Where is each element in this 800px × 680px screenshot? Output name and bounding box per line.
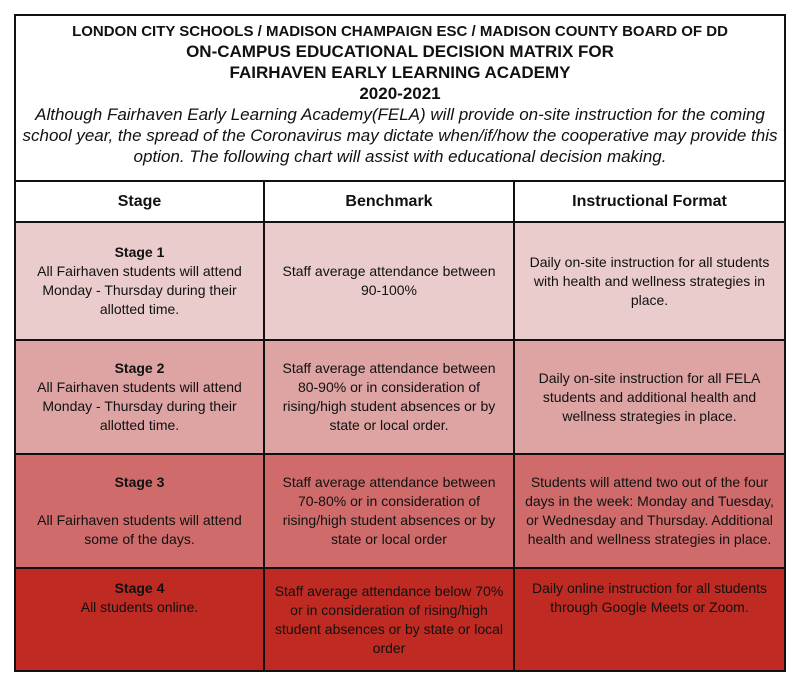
benchmark-cell: Staff average attendance below 70% or in consideration of rising/high student absences or by state or local order — [264, 568, 514, 670]
benchmark-cell: Staff average attendance between 70-80% or in consideration of rising/high student absences or by state or local order — [264, 454, 514, 568]
benchmark-cell: Staff average attendance between 80-90% or in consideration of rising/high student absences or by state or local order. — [264, 340, 514, 454]
stage-cell — [16, 222, 264, 340]
intro-paragraph: Although Fairhaven Early Learning Academy(FELA) will provide on-site instruction for the coming school year, the spread of the Coronavirus may dictate when/if/how the cooperative may provide this option. The following chart will assist with educational decision making. — [22, 105, 778, 166]
benchmark-cell: Staff average attendance between 90-100% — [264, 222, 514, 340]
format-cell: Daily on-site instruction for all FELA students and additional health and wellness strategies in place. — [514, 340, 784, 454]
format-cell: Daily online instruction for all students through Google Meets or Zoom. — [514, 568, 784, 670]
matrix-title: ON-CAMPUS EDUCATIONAL DECISION MATRIX FOR — [186, 42, 614, 61]
matrix-table — [16, 182, 784, 670]
column-header-stage: Stage — [16, 182, 264, 222]
stage-cell — [16, 454, 264, 568]
format-cell: Daily on-site instruction for all students with health and wellness strategies in place. — [514, 222, 784, 340]
stage-title: Stage 4 — [114, 580, 165, 596]
stage-cell — [16, 340, 264, 454]
stage-description: All students online. — [80, 599, 199, 615]
table-header-row — [16, 182, 784, 222]
column-header-format: Instructional Format — [514, 182, 784, 222]
matrix-header — [16, 16, 784, 182]
stage-description: All Fairhaven students will attend Monday - Thursday during their allotted time. — [37, 263, 242, 317]
stage-title: Stage 3 — [114, 474, 165, 490]
stage-description: All Fairhaven students will attend some of the days. — [37, 512, 242, 547]
format-cell: Students will attend two out of the four days in the week: Monday and Tuesday, or Wednesday and Thursday. Additional health and wellness strategies in place. — [514, 454, 784, 568]
decision-matrix — [14, 14, 786, 672]
academy-name: FAIRHAVEN EARLY LEARNING ACADEMY — [229, 63, 571, 82]
column-header-benchmark: Benchmark — [264, 182, 514, 222]
organizations-line: LONDON CITY SCHOOLS / MADISON CHAMPAIGN ESC / MADISON COUNTY BOARD OF DD — [72, 23, 728, 40]
stage-title: Stage 2 — [114, 360, 165, 376]
table-row — [16, 568, 784, 670]
school-year: 2020-2021 — [359, 84, 441, 103]
table-row — [16, 454, 784, 568]
table-row — [16, 222, 784, 340]
table-row — [16, 340, 784, 454]
stage-description: All Fairhaven students will attend Monday - Thursday during their allotted time. — [37, 379, 242, 433]
stage-cell — [16, 568, 264, 670]
stage-title: Stage 1 — [114, 244, 165, 260]
